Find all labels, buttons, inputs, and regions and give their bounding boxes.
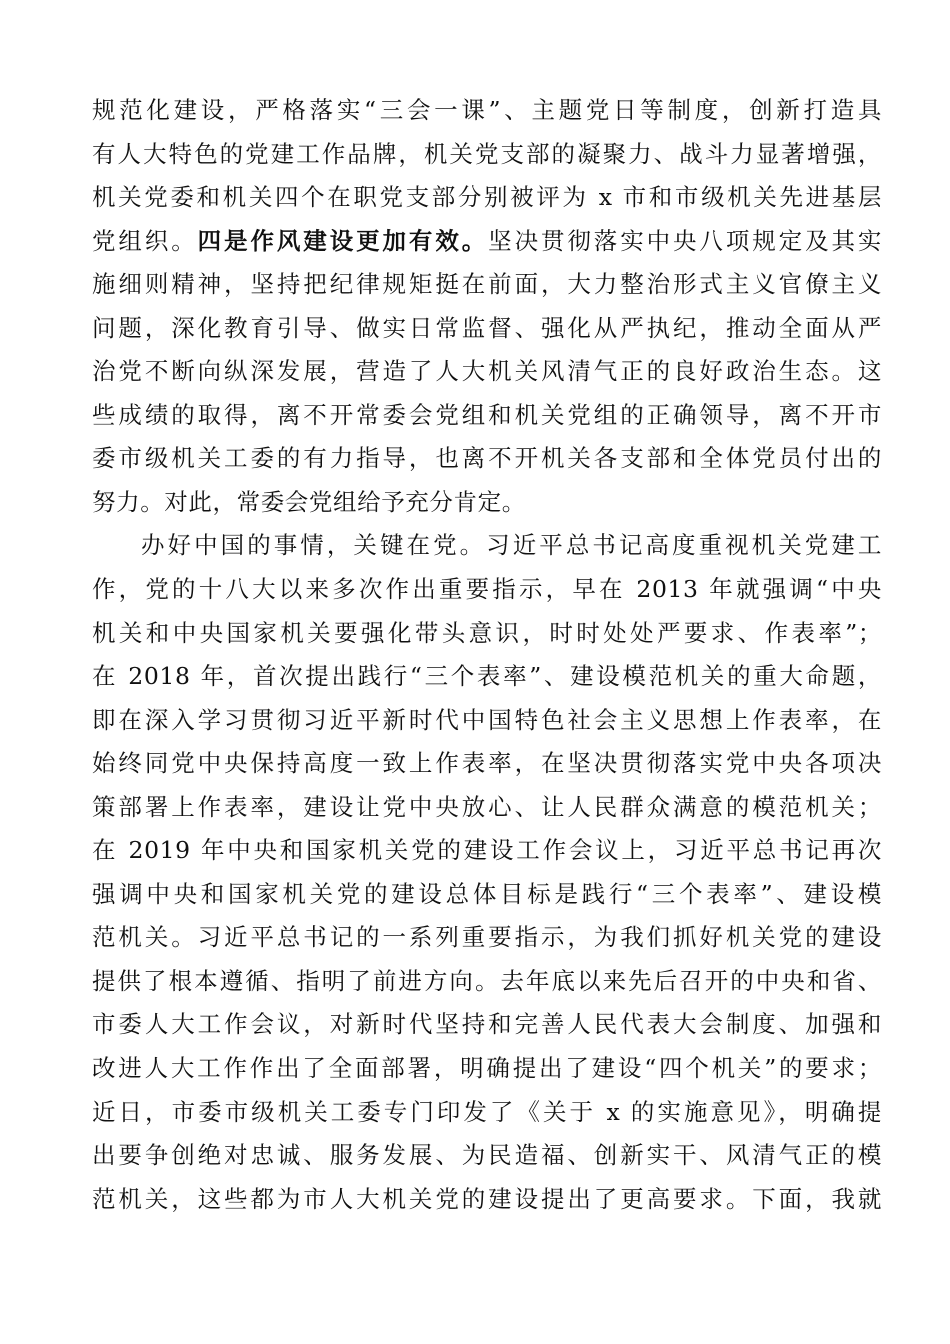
text-line: 提供了根本遵循、指明了前进方向。去年底以来先后召开的中央和省、 xyxy=(92,966,882,995)
text-line: 办好中国的事情，关键在党。习近平总书记高度重视机关党建工 xyxy=(141,531,882,560)
text-line: 有人大特色的党建工作品牌，机关党支部的凝聚力、战斗力显著增强， xyxy=(92,139,882,168)
text-line: 强调中央和国家机关党的建设总体目标是践行“三个表率”、建设模 xyxy=(92,879,882,908)
text-line: 些成绩的取得，离不开常委会党组和机关党组的正确领导，离不开市 xyxy=(92,400,882,429)
text-line: 规范化建设，严格落实“三会一课”、主题党日等制度，创新打造具 xyxy=(92,96,882,124)
text-line: 策部署上作表率，建设让党中央放心、让人民群众满意的模范机关； xyxy=(92,792,882,821)
paragraph-1 xyxy=(92,89,882,524)
text-line: 委市级机关工委的有力指导，也离不开机关各支部和全体党员付出的 xyxy=(92,444,882,473)
text-line: 出要争创绝对忠诚、服务发展、为民造福、创新实干、风清气正的模 xyxy=(92,1141,882,1170)
text-line: 范机关。习近平总书记的一系列重要指示，为我们抓好机关党的建设 xyxy=(92,923,882,952)
text-line: 在 2018 年，首次提出践行“三个表率”、建设模范机关的重大命题， xyxy=(92,662,882,691)
text-line: 机关党委和机关四个在职党支部分别被评为 x 市和市级机关先进基层 xyxy=(92,183,882,212)
text-line: 范机关，这些都为市人大机关党的建设提出了更高要求。下面，我就 xyxy=(92,1184,882,1213)
text-line: 努力。对此，常委会党组给予充分肯定。 xyxy=(92,487,526,516)
text-segment: 党组织。 xyxy=(92,226,198,255)
text-line: 始终同党中央保持高度一致上作表率，在坚决贯彻落实党中央各项决 xyxy=(92,749,882,778)
text-segment: 坚决贯彻落实中央八项规定及其实 xyxy=(488,226,882,255)
text-line: 近日，市委市级机关工委专门印发了《关于 x 的实施意见》，明确提 xyxy=(92,1097,882,1126)
text-line: 问题，深化教育引导、做实日常监督、强化从严执纪，推动全面从严 xyxy=(92,313,882,342)
text-line: 市委人大工作会议，对新时代坚持和完善人民代表大会制度、加强和 xyxy=(92,1010,882,1039)
document-page xyxy=(92,89,882,1221)
paragraph-2 xyxy=(92,524,882,1221)
text-line: 机关和中央国家机关要强化带头意识，时时处处严要求、作表率”； xyxy=(92,618,882,647)
text-line: 作，党的十八大以来多次作出重要指示，早在 2013 年就强调“中央 xyxy=(92,575,882,604)
bold-heading: 四是作风建设更加有效。 xyxy=(197,226,489,255)
text-line: 治党不断向纵深发展，营造了人大机关风清气正的良好政治生态。这 xyxy=(92,357,882,386)
text-line: 即在深入学习贯彻习近平新时代中国特色社会主义思想上作表率，在 xyxy=(92,705,882,734)
text-line xyxy=(92,220,882,264)
text-line: 施细则精神，坚持把纪律规矩挺在前面，大力整治形式主义官僚主义 xyxy=(92,270,882,299)
text-line: 改进人大工作作出了全面部署，明确提出了建设“四个机关”的要求； xyxy=(92,1054,882,1083)
text-line: 在 2019 年中央和国家机关党的建设工作会议上，习近平总书记再次 xyxy=(92,836,882,865)
